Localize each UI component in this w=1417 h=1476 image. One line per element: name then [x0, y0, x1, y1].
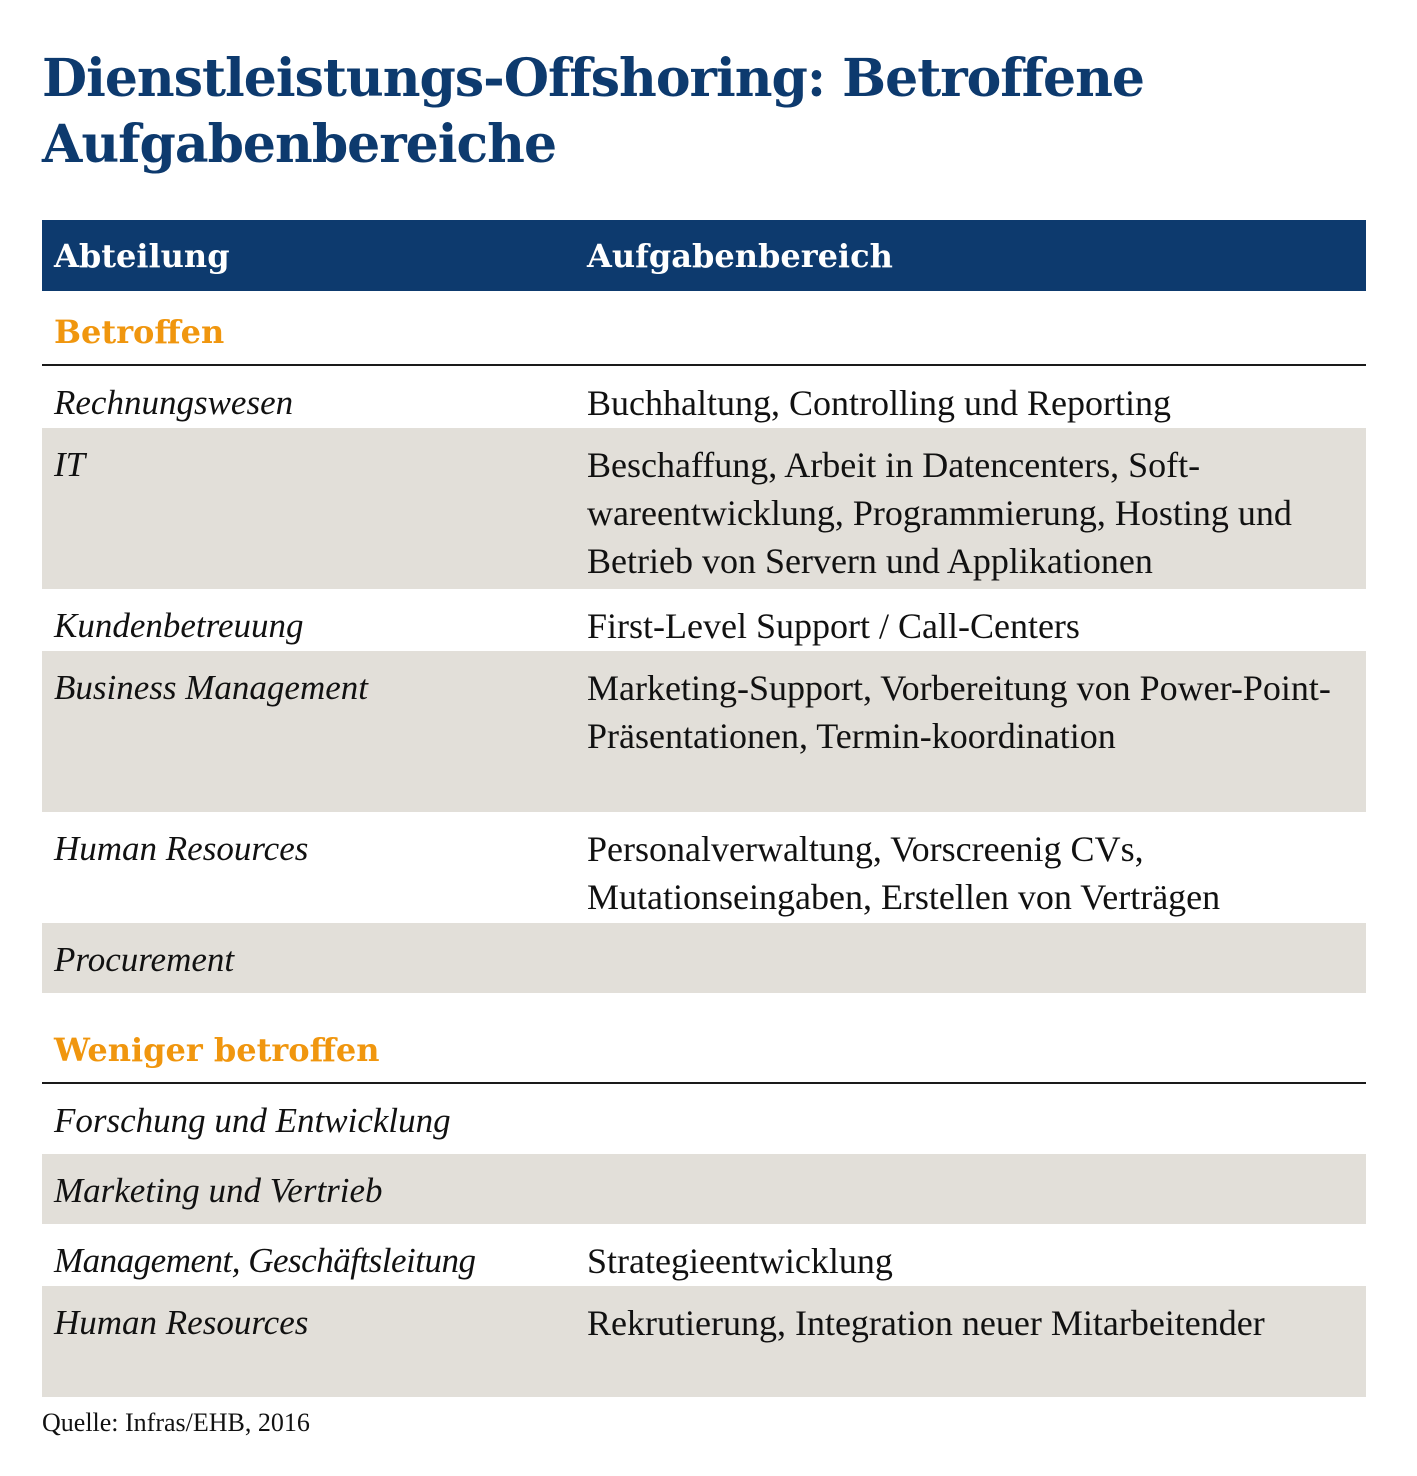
- table-row: [42, 812, 1366, 923]
- department-cell: Procurement: [54, 940, 235, 979]
- task-cell: Buchhaltung, Controlling und Reporting: [587, 383, 1171, 423]
- department-cell: Marketing und Vertrieb: [54, 1171, 383, 1210]
- page-title: Dienstleistungs-Offshoring: Betroffene Aufgabenbereiche: [42, 48, 1145, 175]
- section-label-affected: Betroffen: [42, 291, 1366, 366]
- department-cell: Management, Geschäftsleitung: [54, 1241, 476, 1280]
- task-cell: [587, 1167, 1366, 1214]
- task-cell: Rekrutierung, Integration neuer Mitarbeitender: [587, 1303, 1265, 1343]
- table-row: [42, 1084, 1366, 1154]
- department-cell: Forschung und Entwicklung: [54, 1101, 451, 1140]
- table-row: [42, 428, 1366, 589]
- table-header: [42, 220, 1366, 291]
- task-cell: [587, 936, 1366, 983]
- task-cell: Beschaffung, Arbeit in Datencenters, Soft-wareentwicklung, Programmierung, Hosting und Betrieb von Servern und Applikationen: [587, 445, 1292, 581]
- task-cell: Strategieentwicklung: [587, 1241, 893, 1281]
- department-cell: Rechnungswesen: [54, 383, 294, 422]
- department-cell: IT: [54, 445, 86, 484]
- task-cell: First-Level Support / Call-Centers: [587, 606, 1080, 646]
- table-row: [42, 366, 1366, 428]
- table-row: [42, 651, 1366, 812]
- department-cell: Kundenbetreuung: [54, 606, 304, 645]
- task-cell: [587, 1097, 1366, 1144]
- table-row: [42, 589, 1366, 651]
- table-row: [42, 923, 1366, 993]
- department-cell: Human Resources: [54, 1303, 309, 1342]
- task-cell: Marketing-Support, Vorbereitung von Power-Point-Präsentationen, Termin-koordination: [587, 668, 1331, 756]
- source-note: Quelle: Infras/EHB, 2016: [42, 1408, 310, 1437]
- table-row: [42, 1224, 1366, 1286]
- section-label-less-affected: Weniger betroffen: [42, 1009, 1366, 1084]
- offshoring-table: [42, 220, 1366, 1397]
- department-cell: Business Management: [54, 668, 368, 707]
- header-task-area: Aufgabenbereich: [587, 236, 893, 275]
- table-row: [42, 1286, 1366, 1397]
- task-cell: Personalverwaltung, Vorscreenig CVs, Mutationseingaben, Erstellen von Verträgen: [587, 829, 1221, 917]
- department-cell: Human Resources: [54, 829, 309, 868]
- header-department: Abteilung: [54, 236, 230, 275]
- table-row: [42, 1154, 1366, 1224]
